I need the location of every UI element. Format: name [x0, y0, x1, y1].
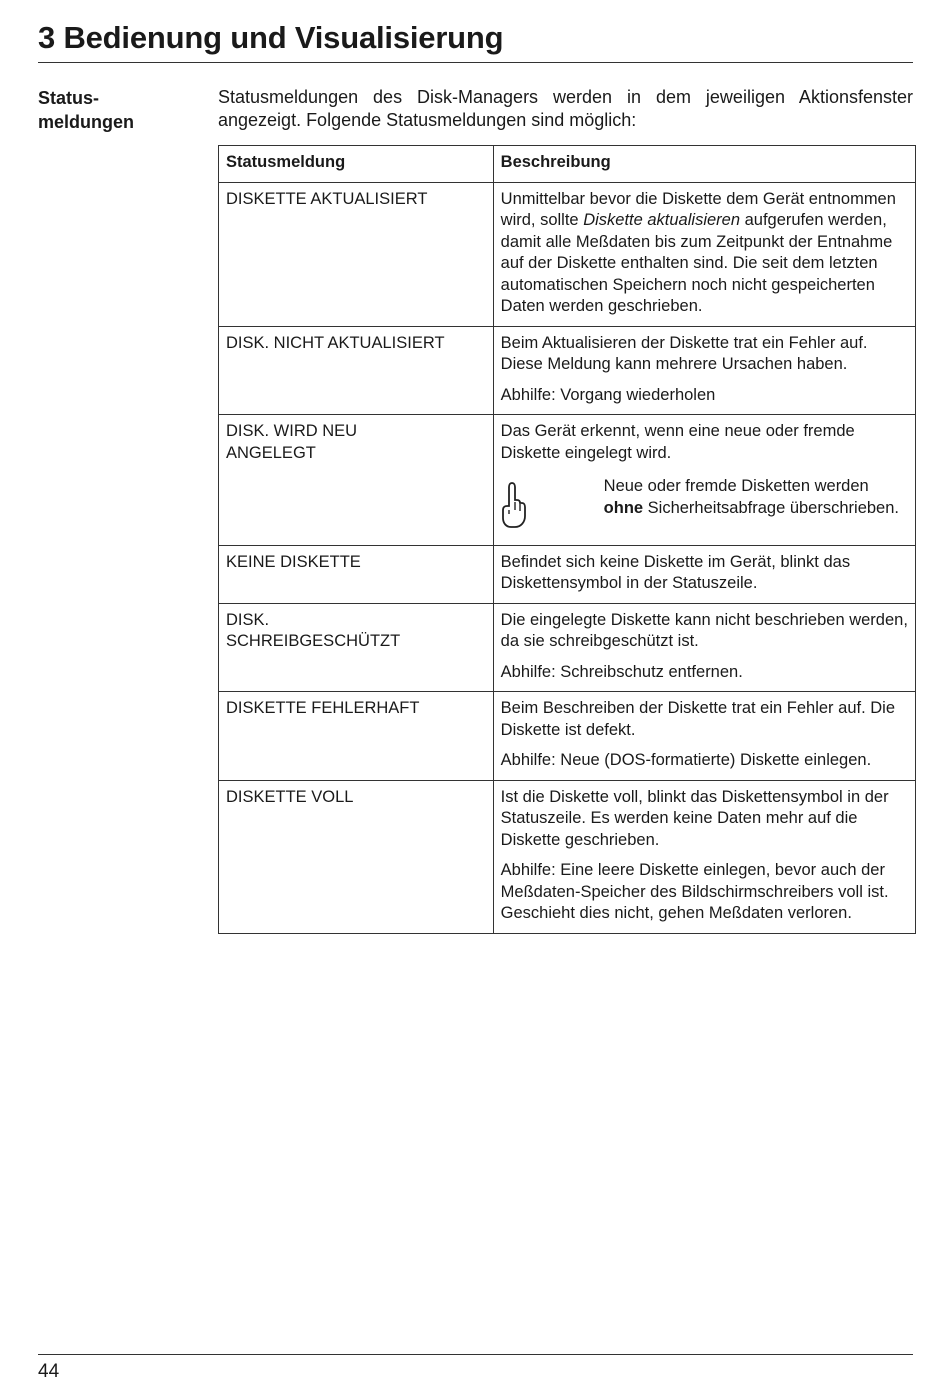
- status-cell: DISKETTE AKTUALISIERT: [219, 182, 494, 326]
- status-cell: DISKETTE VOLL: [219, 780, 494, 933]
- section-label: [38, 86, 188, 134]
- pointing-hand-icon: [501, 476, 604, 537]
- table-header-row: [219, 146, 916, 183]
- table-row: [219, 545, 916, 603]
- description-text: [501, 189, 908, 318]
- note-text-part: Neue oder fremde Disketten werden: [603, 477, 869, 495]
- column-header-status: Statusmeldung: [219, 146, 494, 183]
- status-message-table: [218, 145, 916, 934]
- remedy-text: Abhilfe: Eine leere Diskette einlegen, bevor auch der Meßdaten-Speicher des Bildschirmschreibers voll ist. Geschieht dies nicht, gehen Meßdaten verloren.: [500, 861, 889, 922]
- footer-rule: [38, 1354, 913, 1355]
- section-label-line-1: Status-: [38, 88, 100, 108]
- table-row: [219, 182, 916, 326]
- status-cell: [219, 603, 494, 692]
- description-cell: [493, 603, 915, 692]
- warning-note: [501, 476, 908, 537]
- description-cell: [493, 780, 915, 933]
- remedy-text: Abhilfe: Schreibschutz entfernen.: [500, 662, 743, 681]
- section-label-line-2: meldungen: [38, 112, 135, 132]
- remedy-text: Abhilfe: Vorgang wiederholen: [500, 385, 716, 404]
- note-text-part: Sicherheitsabfrage überschrieben.: [643, 498, 899, 517]
- table-row: [219, 692, 916, 781]
- status-cell: DISKETTE FEHLERHAFT: [219, 692, 494, 781]
- status-cell: [219, 415, 494, 546]
- description-text: Ist die Diskette voll, blinkt das Diskettensymbol in der Statuszeile. Es werden keine Daten mehr auf die Diskette geschrieben.: [500, 787, 889, 849]
- remedy-text: Abhilfe: Neue (DOS-formatierte) Diskette einlegen.: [500, 751, 872, 769]
- description-text: Das Gerät erkennt, wenn eine neue oder fremde Diskette eingelegt wird.: [500, 422, 855, 462]
- description-cell: [493, 182, 915, 326]
- status-cell: KEINE DISKETTE: [219, 545, 494, 603]
- column-header-description: Beschreibung: [493, 146, 915, 183]
- table-row: [219, 780, 916, 933]
- table-row: [219, 603, 916, 692]
- description-text: Befindet sich keine Diskette im Gerät, blinkt das Diskettensymbol in der Statuszeile.: [500, 552, 851, 592]
- table-row: [219, 415, 916, 546]
- description-text-part: Unmittelbar bevor die Diskette dem Gerät entnommen wird, sollte: [500, 189, 896, 229]
- menu-command-reference: Diskette aktualisieren: [583, 211, 741, 229]
- page-number: 44: [38, 1361, 60, 1382]
- description-text-part: aufgerufen werden, damit alle Meßdaten bis zum Zeitpunkt der Entnahme auf der Diskette enthalten sind. Die seit dem letzten automatischen Speichern noch nicht gespeicherten Daten werden geschrieben.: [500, 211, 893, 315]
- status-cell: DISK. NICHT AKTUALISIERT: [219, 326, 494, 415]
- note-emphasis: ohne: [603, 498, 644, 517]
- intro-paragraph: Statusmeldungen des Disk-Managers werden in dem jeweiligen Aktionsfenster angezeigt. Folgende Statusmeldungen sind möglich:: [218, 87, 913, 130]
- description-text: Beim Beschreiben der Diskette trat ein Fehler auf. Die Diskette ist defekt.: [500, 699, 896, 739]
- description-cell: [493, 415, 915, 546]
- status-text-line: ANGELEGT: [226, 443, 316, 462]
- description-text: Die eingelegte Diskette kann nicht beschrieben werden, da sie schreibgeschützt ist.: [500, 610, 908, 650]
- status-text-line: DISK.: [226, 610, 270, 629]
- description-cell: [493, 692, 915, 781]
- status-text-line: DISK. WIRD NEU: [226, 422, 358, 440]
- status-text-line: SCHREIBGESCHÜTZT: [226, 632, 401, 650]
- description-cell: [493, 326, 915, 415]
- note-text: [604, 476, 908, 519]
- description-cell: [493, 545, 915, 603]
- page-title: 3 Bedienung und Visualisierung: [38, 20, 504, 55]
- page-header: [38, 18, 913, 63]
- description-text: Beim Aktualisieren der Diskette trat ein Fehler auf. Diese Meldung kann mehrere Ursachen haben.: [500, 333, 868, 373]
- table-row: [219, 326, 916, 415]
